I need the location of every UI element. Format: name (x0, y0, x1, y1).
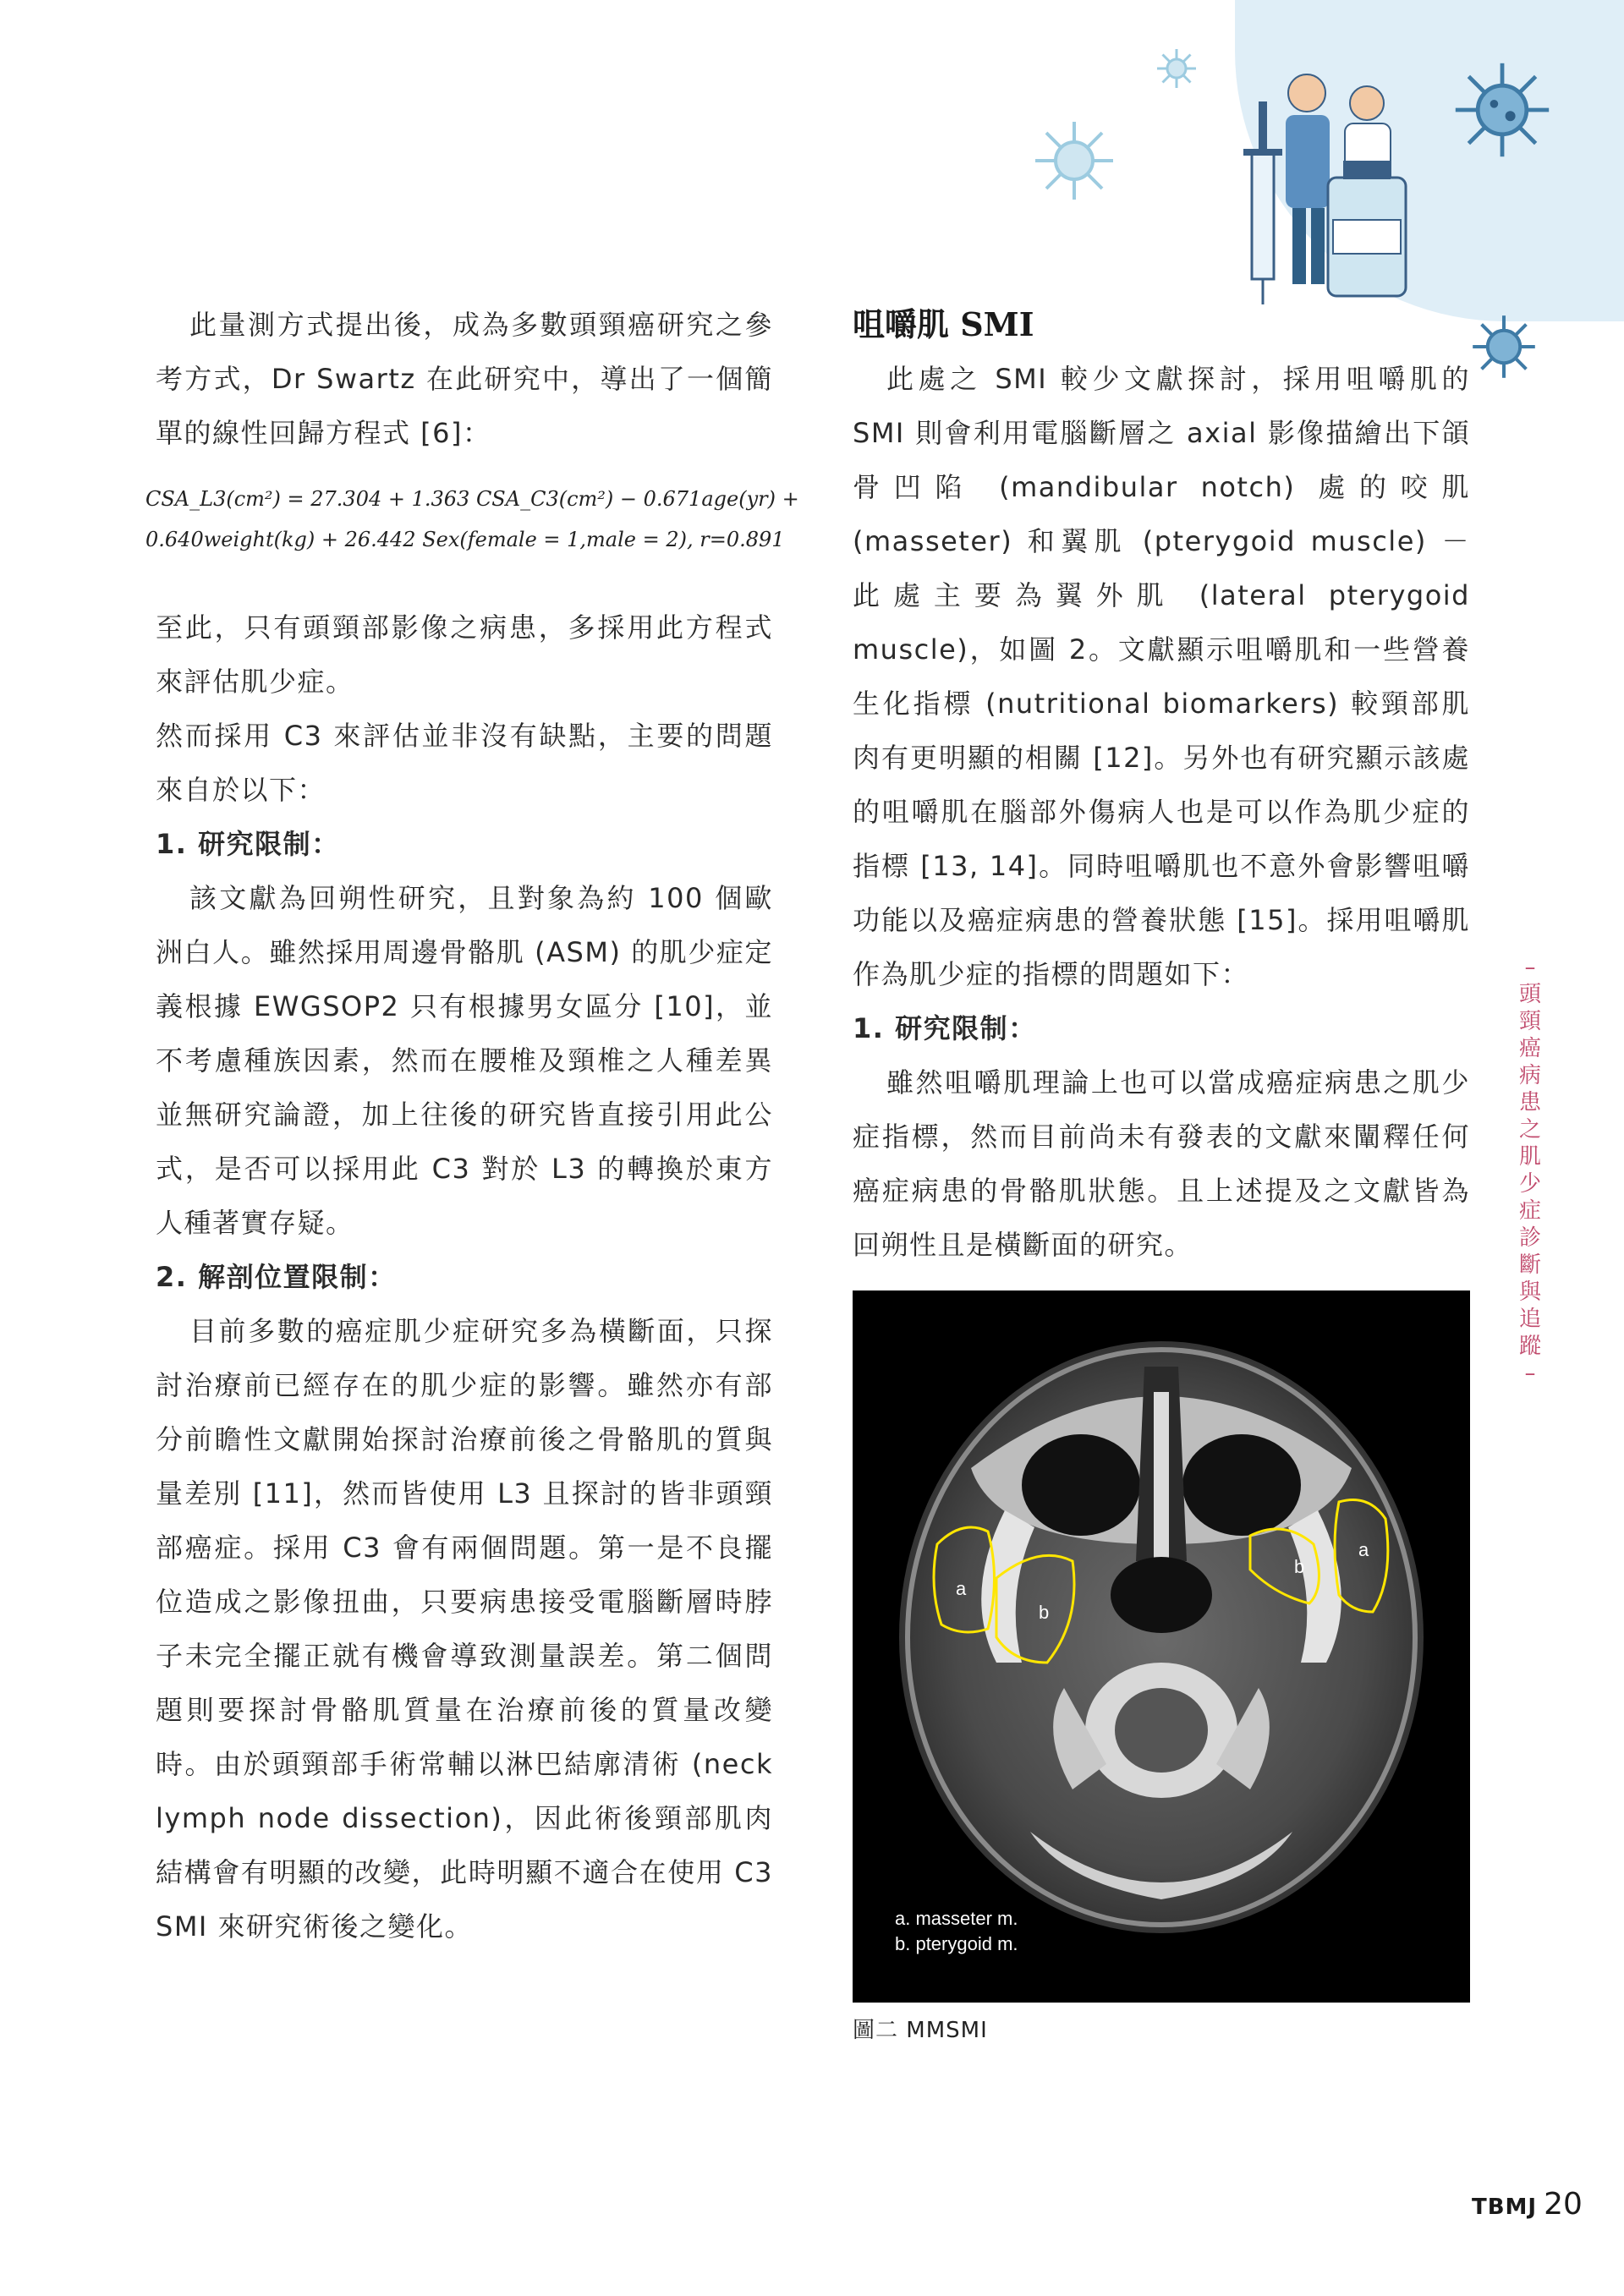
side-label-dash: – (1524, 955, 1536, 980)
left-column (145, 298, 799, 1954)
doctors-vaccine-illustration (1218, 51, 1438, 304)
ct-legend-pterygoid: b. pterygoid m. (895, 1933, 1018, 1954)
virus-icon (1032, 118, 1116, 203)
paragraph-research-limit: 該文獻為回朔性研究，且對象為約 100 個歐洲白人。雖然採用周邊骨骼肌 (ASM) 的肌少症定義根據 EWGSOP2 只有根據男女區分 [10]，並不考慮種族因素，然而在腰椎及頸椎之人種差異並無研究論證，加上往後的研究皆直接引用此公式，是否可以採用此 C3 對於 L3 的轉換於東方人種著實存疑。 (156, 882, 773, 1239)
formula-line-1: CSA_L3(cm²) = 27.304 + 1.363 CSA_C3(cm²) − 0.671age(yr) + (145, 487, 799, 511)
journal-brand: TBMJ (1472, 2195, 1538, 2220)
regression-formula (145, 479, 799, 560)
ct-label-b: b (1294, 1556, 1305, 1577)
ct-scan-image (853, 1290, 1470, 2003)
paragraph: 此處之 SMI 較少文獻探討，採用咀嚼肌的 SMI 則會利用電腦斷層之 axial 影像描繪出下頜骨凹陷 (mandibular notch) 處的咬肌 (masseter) 和翼肌 (pterygoid muscle) － 此處主要為翼外肌 (lateral pterygoid muscle)，如圖 2。文獻顯示咀嚼肌和一些營養生化指標 (nutritional biomarkers) 較頸部肌肉有更明顯的相關 [12]。另外也有研究顯示該處的咀嚼肌在腦部外傷病人也是可以作為肌少症的指標 [13, 14]。同時咀嚼肌也不意外會影響咀嚼功能以及癌症病患的營養狀態 [15]。採用咀嚼肌作為肌少症的指標的問題如下： (853, 363, 1470, 990)
virus-icon (1470, 313, 1538, 381)
ct-label-a: a (956, 1578, 967, 1599)
running-header-side-label (1516, 954, 1544, 1387)
ct-legend-masseter: a. masseter m. (895, 1908, 1018, 1929)
page-number: 20 (1544, 2187, 1583, 2222)
ct-label-b: b (1039, 1602, 1050, 1623)
subheading-research-limit: 1. 研究限制： (156, 828, 340, 860)
subheading-anatomy-limit: 2. 解剖位置限制： (156, 1261, 397, 1293)
page-footer (1472, 2187, 1583, 2222)
side-label-dash: – (1524, 1361, 1536, 1386)
paragraph: 然而採用 C3 來評估並非沒有缺點，主要的問題來自於以下： (156, 720, 773, 806)
paragraph: 至此，只有頭頸部影像之病患，多採用此方程式來評估肌少症。 (156, 611, 773, 698)
paragraph: 雖然咀嚼肌理論上也可以當成癌症病患之肌少症指標，然而目前尚未有發表的文獻來闡釋任何癌症病患的骨骼肌狀態。且上述提及之文獻皆為回朔性且是橫斷面的研究。 (853, 1066, 1470, 1261)
formula-line-2: 0.640weight(kg) + 26.442 Sex(female = 1,male = 2), r=0.891 (145, 528, 785, 551)
side-label-text: 頭頸癌病患之肌少症診斷與追蹤 (1518, 982, 1541, 1359)
paragraph-anatomy-limit: 目前多數的癌症肌少症研究多為橫斷面，只探討治療前已經存在的肌少症的影響。雖然亦有部分前瞻性文獻開始探討治療前後之骨骼肌的質與量差別 [11]，然而皆使用 L3 且探討的皆非頭頸部癌症。採用 C3 會有兩個問題。第一是不良擺位造成之影像扭曲，只要病患接受電腦斷層時脖子未完全擺正就有機會導致測量誤差。第二個問題則要探討骨骼肌質量在治療前後的質量改變時。由於頭頸部手術常輔以淋巴結廓清術 (neck lymph node dissection)，因此術後頸部肌肉結構會有明顯的改變，此時明顯不適合在使用 C3 SMI 來研究術後之變化。 (156, 1315, 773, 1943)
virus-icon (1155, 47, 1198, 90)
right-column (853, 298, 1470, 2043)
intro-paragraph: 此量測方式提出後，成為多數頭頸癌研究之參考方式，Dr Swartz 在此研究中，導出了一個簡單的線性回歸方程式 [6]： (156, 309, 773, 449)
section-title: 咀嚼肌 SMI (853, 305, 1034, 343)
ct-label-a: a (1358, 1539, 1369, 1560)
figure-caption: 圖二 MMSMI (853, 2018, 988, 2043)
subheading-research-limit: 1. 研究限制： (853, 1012, 1037, 1044)
virus-icon (1451, 59, 1553, 161)
ct-scan-figure (853, 1290, 1470, 2043)
